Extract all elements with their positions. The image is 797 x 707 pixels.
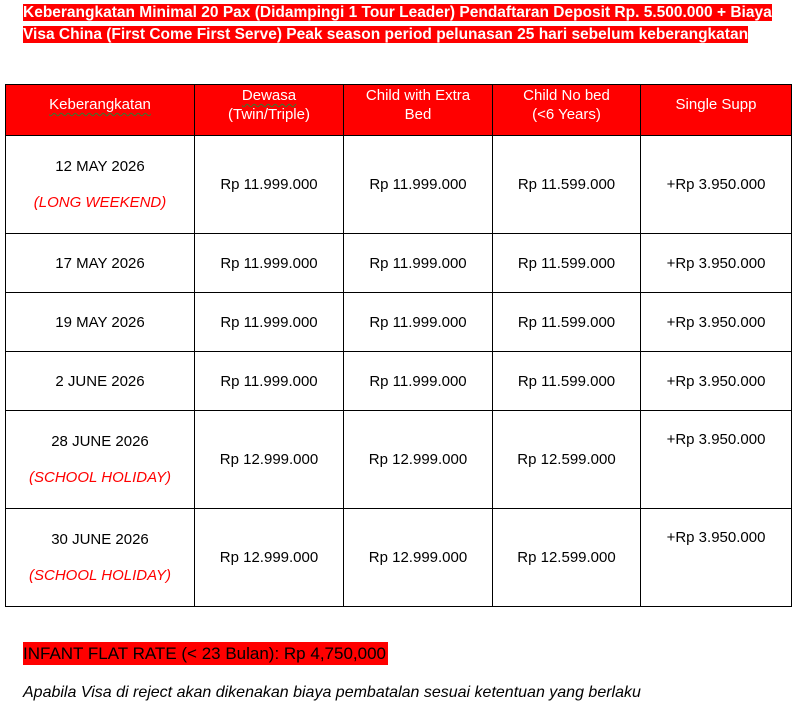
price-child-no-bed: Rp 11.599.000 — [493, 234, 641, 293]
departure-date: 17 MAY 2026 — [6, 234, 195, 293]
header-child-extra-bed: Child with Extra Bed — [344, 85, 493, 136]
table-row — [6, 293, 792, 352]
price-child-no-bed: Rp 11.599.000 — [493, 352, 641, 411]
table-row — [6, 411, 792, 509]
price-child-extra-bed: Rp 12.999.000 — [344, 509, 493, 607]
table-row — [6, 136, 792, 234]
price-child-extra-bed: Rp 12.999.000 — [344, 411, 493, 509]
departure-date-cell — [6, 136, 195, 234]
departure-date-cell — [6, 509, 195, 607]
header-single-supp: Single Supp — [641, 85, 792, 136]
price-single-supp: +Rp 3.950.000 — [641, 136, 792, 234]
table-header-row — [6, 85, 792, 136]
price-adult: Rp 11.999.000 — [195, 136, 344, 234]
table-row — [6, 352, 792, 411]
departure-note: (LONG WEEKEND) — [33, 194, 167, 211]
header-departure: Keberangkatan — [6, 85, 195, 136]
table-row — [6, 234, 792, 293]
visa-disclaimer: Apabila Visa di reject akan dikenakan biaya pembatalan sesuai ketentuan yang berlaku — [23, 684, 641, 701]
departure-date: 12 MAY 2026 — [55, 158, 145, 175]
price-child-no-bed: Rp 12.599.000 — [493, 411, 641, 509]
header-adult: Dewasa (Twin/Triple) — [195, 85, 344, 136]
header-child-no-bed: Child No bed (<6 Years) — [493, 85, 641, 136]
price-child-no-bed: Rp 11.599.000 — [493, 136, 641, 234]
departure-note: (SCHOOL HOLIDAY) — [29, 469, 171, 486]
price-child-extra-bed: Rp 11.999.000 — [344, 136, 493, 234]
price-adult: Rp 11.999.000 — [195, 293, 344, 352]
price-single-supp: +Rp 3.950.000 — [641, 352, 792, 411]
infant-rate-banner: INFANT FLAT RATE (< 23 Bulan): Rp 4,750,000 — [23, 644, 386, 663]
price-adult: Rp 12.999.000 — [195, 509, 344, 607]
price-child-extra-bed: Rp 11.999.000 — [344, 293, 493, 352]
price-single-supp: +Rp 3.950.000 — [641, 411, 792, 509]
deposit-note — [23, 2, 783, 46]
price-child-extra-bed: Rp 11.999.000 — [344, 352, 493, 411]
price-single-supp: +Rp 3.950.000 — [641, 509, 792, 607]
table-row — [6, 509, 792, 607]
price-adult: Rp 11.999.000 — [195, 352, 344, 411]
price-adult: Rp 11.999.000 — [195, 234, 344, 293]
price-table — [5, 84, 792, 607]
departure-note: (SCHOOL HOLIDAY) — [29, 567, 171, 584]
departure-date: 19 MAY 2026 — [6, 293, 195, 352]
price-adult: Rp 12.999.000 — [195, 411, 344, 509]
price-single-supp: +Rp 3.950.000 — [641, 234, 792, 293]
price-child-no-bed: Rp 11.599.000 — [493, 293, 641, 352]
deposit-note-text: Keberangkatan Minimal 20 Pax (Didampingi 1 Tour Leader) Pendaftaran Deposit Rp. 5.500.000 + Biaya Visa China (First Come First Serve) Peak season period pelunasan 25 hari sebelum keberangkatan — [23, 4, 772, 43]
price-child-no-bed: Rp 12.599.000 — [493, 509, 641, 607]
departure-date: 2 JUNE 2026 — [6, 352, 195, 411]
departure-date: 30 JUNE 2026 — [51, 531, 149, 548]
departure-date: 28 JUNE 2026 — [51, 433, 149, 450]
price-child-extra-bed: Rp 11.999.000 — [344, 234, 493, 293]
departure-date-cell — [6, 411, 195, 509]
price-single-supp: +Rp 3.950.000 — [641, 293, 792, 352]
